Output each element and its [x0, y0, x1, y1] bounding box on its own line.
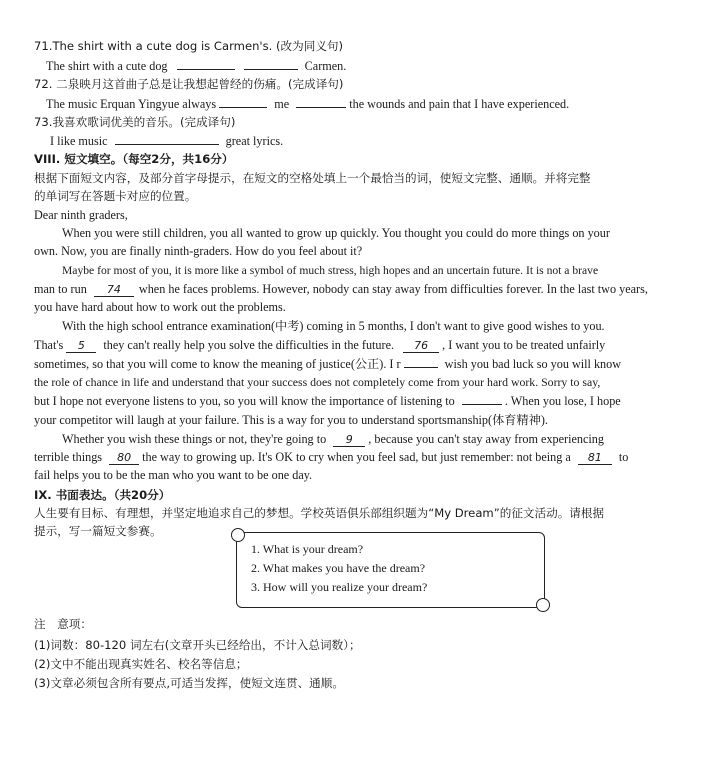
writing-prompt-scroll [236, 532, 545, 608]
section9-instruction-2: 提示，写一篇短文参赛。 [34, 524, 162, 538]
q73-blank[interactable] [115, 144, 219, 145]
section8-instruction-1: 根据下面短文内容，及部分首字母提示，在短文的空格处填上一个最恰当的词，使短文完整、通顺。并将完整 [34, 171, 591, 185]
writing-prompt-1: 1. What is your dream? [251, 542, 364, 556]
passage-text: the way to growing up. It's OK to cry when you feel sad, but just remember: not being a [142, 450, 571, 464]
blank-78[interactable] [462, 404, 502, 405]
passage-text: man to run [34, 282, 87, 296]
section8-instruction-2: 的单词写在答题卡对应的位置。 [34, 189, 197, 203]
q72-text-c: the wounds and pain that I have experienced. [349, 97, 570, 111]
q73-text-b: great lyrics. [225, 134, 284, 148]
passage-text: they can't really help you solve the difficulties in the future. [103, 338, 395, 352]
passage-p3-line2 [34, 337, 605, 353]
section9-instruction-1: 人生要有目标、有理想，并坚定地追求自己的梦想。学校英语俱乐部组织题为“My Dream”的征文活动。请根据 [34, 506, 605, 520]
q71-answer-line [46, 58, 346, 74]
blank-79[interactable]: 9 [333, 434, 365, 447]
passage-p2-line1: Maybe for most of you, it is more like a symbol of much stress, high hopes and an uncertain future. It is not a brave [62, 264, 599, 277]
q71-text-a: The shirt with a cute dog [46, 59, 168, 73]
q72-answer-line [46, 96, 569, 112]
passage-text: Whether you wish these things or not, they're going to [62, 432, 327, 446]
blank-76[interactable]: 76 [403, 340, 439, 353]
q73-prompt: 73.我喜欢歌词优美的音乐。(完成译句) [34, 115, 236, 129]
q73-text-a: I like music [50, 134, 108, 148]
q72-blank-1[interactable] [219, 107, 267, 108]
blank-75[interactable]: 5 [66, 340, 96, 353]
q71-blank-2[interactable] [244, 69, 298, 70]
passage-p2-line3: you have hard about how to work out the problems. [34, 300, 286, 314]
note-1: (1)词数：80-120 词左右(文章开头已经给出，不计入总词数）； [34, 638, 361, 652]
passage-text: wish you bad luck so you will know [444, 357, 622, 371]
q71-prompt: 71.The shirt with a cute dog is Carmen's. (改为同义句) [34, 39, 344, 53]
passage-text: sometimes, so that you will come to know the meaning of justice(公正). I r [34, 357, 401, 371]
passage-p1-line1: When you were still children, you all wanted to grow up quickly. You thought you could do more things on your [62, 226, 610, 240]
passage-p4-line2 [34, 449, 628, 465]
passage-text: , I want you to be treated unfairly [442, 338, 606, 352]
blank-74[interactable]: 74 [94, 284, 134, 297]
blank-80[interactable]: 80 [109, 452, 139, 465]
blank-81[interactable]: 81 [578, 452, 612, 465]
passage-text: terrible things [34, 450, 103, 464]
q71-text-b: Carmen. [304, 59, 347, 73]
letter-greeting: Dear ninth graders, [34, 208, 128, 222]
passage-p3-line6: your competitor will laugh at your failure. This is a way for you to understand sportsmanship(体育精神). [34, 413, 548, 427]
note-2: (2)文中不能出现真实姓名、校名等信息； [34, 657, 248, 671]
passage-text: That's [34, 338, 64, 352]
passage-p3-line3 [34, 356, 621, 372]
passage-p4-line3: fail helps you to be the man who you want to be one day. [34, 468, 313, 482]
passage-text: , because you can't stay away from experiencing [368, 432, 604, 446]
passage-p1-line2: own. Now, you are finally ninth-graders. How do you feel about it? [34, 244, 363, 258]
q72-prompt: 72. 二泉映月这首曲子总是让我想起曾经的伤痛。(完成译句) [34, 77, 344, 91]
q71-blank-1[interactable] [177, 69, 235, 70]
passage-text: . When you lose, I hope [504, 394, 621, 408]
passage-p3-line4: the role of chance in life and understand that your success does not completely come from your hard work. Sorry to say, [34, 375, 601, 389]
blank-77[interactable] [404, 367, 438, 368]
passage-p3-line5 [34, 393, 621, 409]
passage-text: but I hope not everyone listens to you, so you will know the importance of listening to [34, 394, 455, 408]
passage-p3-line1: With the high school entrance examination(中考) coming in 5 months, I don't want to give good wishes to you. [62, 319, 605, 333]
passage-text: when he faces problems. However, nobody can stay away from difficulties forever. In the last two years, [138, 282, 648, 296]
section9-title: IX. 书面表达。（共20分） [34, 488, 171, 502]
notes-title: 注 意项： [34, 617, 92, 631]
passage-p4-line1 [62, 431, 604, 447]
q72-text-b: me [274, 97, 290, 111]
passage-p2-line2 [34, 281, 648, 297]
note-3: (3)文章必须包含所有要点,可适当发挥，使短文连贯、通顺。 [34, 676, 344, 690]
writing-prompt-2: 2. What makes you have the dream? [251, 561, 426, 575]
passage-text: to [618, 450, 629, 464]
writing-prompt-3: 3. How will you realize your dream? [251, 580, 428, 594]
section8-title: VIII. 短文填空。（每空2分，共16分） [34, 152, 234, 166]
q73-answer-line [50, 133, 283, 149]
q72-blank-2[interactable] [296, 107, 346, 108]
q72-text-a: The music Erquan Yingyue always [46, 97, 217, 111]
